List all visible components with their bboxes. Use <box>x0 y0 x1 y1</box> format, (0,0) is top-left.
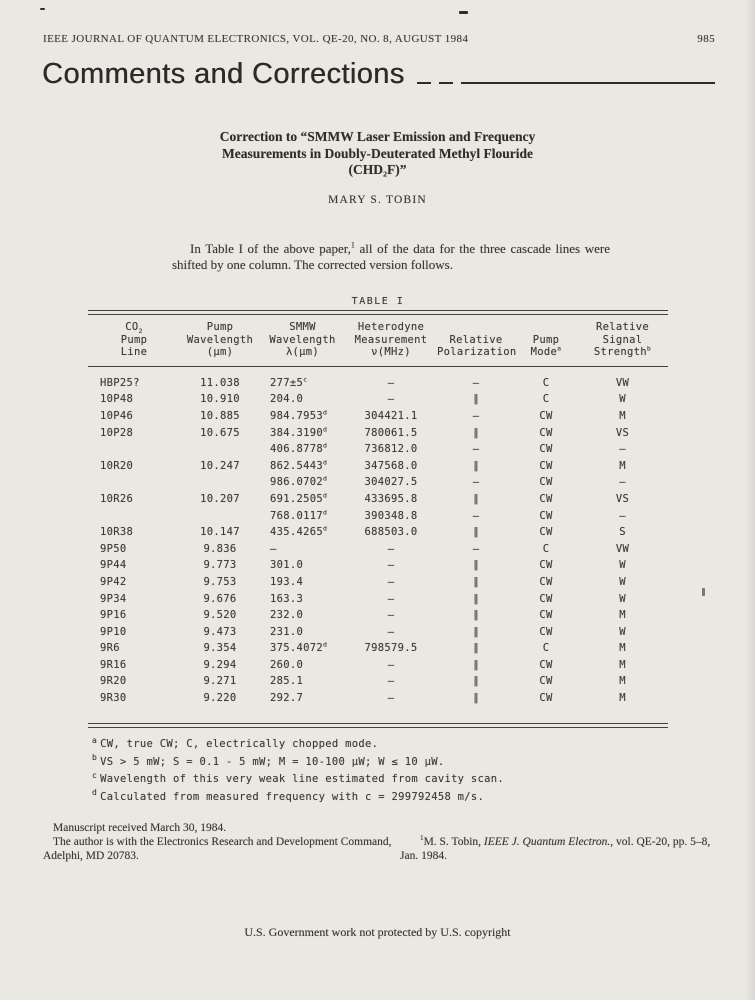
table-bottom-rule <box>88 723 668 728</box>
correction-title <box>0 129 755 179</box>
table-cell: – <box>387 376 395 389</box>
table-cell: 986.0702$^d$ <box>270 474 328 489</box>
table-cell: 292.7 <box>270 692 304 705</box>
table-cell: 9P34 <box>100 592 127 605</box>
table-cell: – <box>387 609 395 622</box>
table-cell: VW <box>615 376 630 389</box>
table-cell: 10P48 <box>100 393 134 406</box>
reference-journal-italic: IEEE J. Quantum Electron. <box>483 836 611 848</box>
table-row <box>88 507 668 524</box>
table-cell: C <box>542 376 550 389</box>
table-cell: CW <box>539 559 553 572</box>
table-row <box>88 408 668 425</box>
table-cell: 798579.5 <box>364 642 418 655</box>
table-cell: CW <box>539 575 553 588</box>
table-cell: 193.4 <box>270 575 304 588</box>
table-footnote: $^d$ Calculated from measured frequency with c = 299792458 m/s. <box>92 788 485 803</box>
table-cell: M <box>619 658 626 671</box>
table-cell: 9R16 <box>100 658 127 671</box>
table-header-row <box>88 315 668 366</box>
table-row <box>88 441 668 458</box>
table-cell: ∥ <box>473 526 479 539</box>
table-cell: 9.294 <box>203 658 237 671</box>
table-cell: W <box>619 393 626 406</box>
table-cell: 10.147 <box>200 526 240 539</box>
table-cell: M <box>619 409 626 422</box>
table-row <box>88 657 668 674</box>
table-cell: 10.885 <box>200 409 240 422</box>
reference-note <box>400 835 718 863</box>
table-row <box>88 607 668 624</box>
table-cell: 9P16 <box>100 609 127 622</box>
scan-artifact <box>702 588 705 596</box>
scan-artifact <box>40 8 45 10</box>
table-cell: – <box>619 476 626 489</box>
table-cell: 9P50 <box>100 542 127 555</box>
table-cell: 9.836 <box>203 542 237 555</box>
table-cell: – <box>387 658 395 671</box>
table-cell: 9.753 <box>203 575 237 588</box>
table-cell: – <box>387 692 395 705</box>
table-cell: M <box>619 642 626 655</box>
table-cell: 9.676 <box>203 592 237 605</box>
table-cell: 10.910 <box>200 393 240 406</box>
table-cell: ∥ <box>473 426 479 439</box>
journal-header-row <box>43 33 715 45</box>
table-cell: CW <box>539 476 553 489</box>
table-footnotes <box>92 736 652 806</box>
column-header: Pump Wavelength (μm) <box>180 315 260 366</box>
table-cell: W <box>619 625 626 638</box>
table-cell: 285.1 <box>270 675 304 688</box>
table-cell: 10R20 <box>100 459 134 472</box>
table-cell: 406.8778$^d$ <box>270 441 328 456</box>
table-cell: M <box>619 459 626 472</box>
journal-title: IEEE JOURNAL OF QUANTUM ELECTRONICS, VOL. QE-20, NO. 8, AUGUST 1984 <box>43 33 469 45</box>
table-cell: 10.247 <box>200 459 240 472</box>
table-cell: – <box>387 559 395 572</box>
table-cell: ∥ <box>473 575 479 588</box>
table-cell: 688503.0 <box>364 526 418 539</box>
table-cell: 9P42 <box>100 575 127 588</box>
table-cell: ∥ <box>473 559 479 572</box>
table-row <box>88 690 668 707</box>
table-row <box>88 424 668 441</box>
table-row <box>88 590 668 607</box>
table-cell: CW <box>539 625 553 638</box>
table-cell <box>180 474 260 491</box>
table-cell <box>180 441 260 458</box>
table-cell: CW <box>539 592 553 605</box>
table-cell: 204.0 <box>270 393 304 406</box>
table-footnote: $^c$ Wavelength of this very weak line estimated from cavity scan. <box>92 770 505 785</box>
table-bottom-spacer <box>88 706 668 723</box>
table-cell: C <box>542 393 550 406</box>
table-cell: – <box>472 409 480 422</box>
reference-marker: 1 <box>420 834 424 843</box>
table-cell <box>88 441 180 458</box>
table-cell: 232.0 <box>270 609 304 622</box>
table-cell: 862.5443$^d$ <box>270 458 328 472</box>
table-cell: W <box>619 559 626 572</box>
intro-ref-marker: 1 <box>350 240 355 250</box>
table-cell: 435.4265$^d$ <box>270 524 328 539</box>
table-cell: $277\pm 5^c$ <box>270 375 308 389</box>
table-cell: 9.773 <box>203 559 237 572</box>
section-title: Comments and Corrections <box>42 58 405 90</box>
table-cell: 10P28 <box>100 426 134 439</box>
table-cell: 9P44 <box>100 559 127 572</box>
scan-artifact <box>459 11 468 14</box>
table-cell: CW <box>539 658 553 671</box>
table-cell: 9.271 <box>203 675 237 688</box>
correction-title-line1: Correction to “SMMW Laser Emission and Frequency <box>219 129 536 144</box>
table-cell: 11.038 <box>200 376 240 389</box>
table-cell: CW <box>539 459 553 472</box>
table-cell: ∥ <box>473 459 479 472</box>
table-cell: – <box>472 376 480 389</box>
table-cell: ∥ <box>473 393 479 406</box>
table-cell: W <box>619 592 626 605</box>
table-row <box>88 557 668 574</box>
table-cell: CW <box>539 443 553 456</box>
column-header: Pump Mode$^a$ <box>515 315 577 366</box>
section-title-rule <box>417 82 715 84</box>
table-cell: 433695.8 <box>364 492 418 505</box>
table-cell: 260.0 <box>270 658 304 671</box>
table-cell: – <box>387 592 395 605</box>
table-cell: 9P10 <box>100 625 127 638</box>
table-cell: 9R30 <box>100 692 127 705</box>
table-cell <box>180 507 260 524</box>
table-cell: – <box>472 476 480 489</box>
copyright-footer: U.S. Government work not protected by U.S. copyright <box>244 925 511 939</box>
intro-text-pre: In Table I of the above paper, <box>190 241 351 256</box>
table-cell: ∥ <box>473 625 479 638</box>
table-cell: W <box>619 575 626 588</box>
manuscript-received-note: Manuscript received March 30, 1984. <box>53 822 227 834</box>
table-row <box>88 491 668 508</box>
table-cell: 736812.0 <box>364 443 418 456</box>
table-cell: 9R6 <box>100 642 120 655</box>
table-cell: – <box>270 542 277 555</box>
data-table <box>88 315 668 706</box>
author-affiliation-note: The author is with the Electronics Research and Development Command, Adelphi, MD 20783. <box>43 836 392 862</box>
table-cell: CW <box>539 609 553 622</box>
table-cell: C <box>542 642 550 655</box>
reference-pre: M. S. Tobin, <box>423 836 484 848</box>
table-cell: 780061.5 <box>364 426 418 439</box>
table-cell: 10R26 <box>100 492 134 505</box>
table-cell: 10.675 <box>200 426 240 439</box>
intro-paragraph <box>172 241 610 273</box>
table-cell: 984.7953$^d$ <box>270 408 328 422</box>
table-caption: TABLE I <box>351 296 405 307</box>
table-cell: M <box>619 609 626 622</box>
table-row <box>88 623 668 640</box>
reference-post: , vol. QE-20, pp. 5–8, Jan. 1984. <box>400 836 711 862</box>
table-footnote: $^a$ CW, true CW; C, electrically chopped mode. <box>92 735 379 750</box>
table-cell: CW <box>539 692 553 705</box>
table-cell: 9.354 <box>203 642 237 655</box>
table-row <box>88 474 668 491</box>
author-name: MARY S. TOBIN <box>328 194 427 206</box>
table-row <box>88 673 668 690</box>
table-cell: 9.520 <box>203 609 237 622</box>
table-cell: 384.3190$^d$ <box>270 425 328 439</box>
table-cell: VS <box>615 426 630 439</box>
table-cell: CW <box>539 409 553 422</box>
table-cell: – <box>387 675 395 688</box>
table-row <box>88 640 668 657</box>
table-row <box>88 524 668 541</box>
table-cell: 231.0 <box>270 625 304 638</box>
table-cell: ∥ <box>473 692 479 705</box>
table-cell: 768.0117$^d$ <box>270 508 328 522</box>
table-cell: VW <box>615 542 630 555</box>
table-cell: 9.473 <box>203 625 237 638</box>
table-cell: – <box>387 393 395 406</box>
table-cell: 10P46 <box>100 409 134 422</box>
table-cell: M <box>619 675 626 688</box>
table-cell: ∥ <box>473 609 479 622</box>
table-cell: S <box>619 526 626 539</box>
column-header: Heterodyne Measurement ν(MHz) <box>345 315 437 366</box>
intro-text-post: all of the data for the three cascade lines were shifted by one column. The corrected version follows. <box>172 241 610 272</box>
table-cell: CW <box>539 426 553 439</box>
manuscript-info <box>43 821 393 863</box>
table-cell: ∥ <box>473 675 479 688</box>
correction-title-line2: Measurements in Doubly-Deuterated Methyl Flouride <box>222 145 533 161</box>
column-header: SMMW Wavelength λ(μm) <box>260 315 345 366</box>
table-cell: ∥ <box>473 658 479 671</box>
page-number: 985 <box>697 33 715 45</box>
table-container <box>88 310 668 728</box>
table-cell: ∥ <box>473 492 479 505</box>
table-row <box>88 457 668 474</box>
table-cell: 304027.5 <box>364 476 418 489</box>
section-title-row <box>42 58 715 91</box>
table-cell: 691.2505$^d$ <box>270 491 328 505</box>
table-cell: – <box>472 509 480 522</box>
table-cell: CW <box>539 509 553 522</box>
table-cell: – <box>472 542 480 555</box>
table-cell: – <box>619 509 626 522</box>
table-row <box>88 574 668 591</box>
column-header: $CO_2$ Pump Line <box>88 315 180 366</box>
table-footnote: $^b$ VS > 5 mW; S = 0.1 - 5 mW; M = 10-100 μW; W ≤ 10 μW. <box>92 753 445 768</box>
table-cell: VS <box>615 492 630 505</box>
table-cell: ∥ <box>473 592 479 605</box>
table-cell: – <box>619 443 626 456</box>
table-row <box>88 540 668 557</box>
table-cell: 163.3 <box>270 592 304 605</box>
table-cell: 10R38 <box>100 526 134 539</box>
table-row <box>88 375 668 392</box>
table-cell: CW <box>539 526 553 539</box>
correction-title-line3: (CHD₂F)” <box>348 162 407 177</box>
table-body <box>88 366 668 706</box>
table-row <box>88 391 668 408</box>
table-cell: 375.4072$^d$ <box>270 640 328 655</box>
table-cell: – <box>387 575 395 588</box>
table-cell: 390348.8 <box>364 509 418 522</box>
table-cell: 9.220 <box>203 692 237 705</box>
table-cell: – <box>387 542 395 555</box>
column-header: Relative Signal Strength$^b$ <box>577 315 668 366</box>
table-cell: 301.0 <box>270 559 304 572</box>
table-cell: M <box>619 692 626 705</box>
table-cell: CW <box>539 492 553 505</box>
table-cell: CW <box>539 675 553 688</box>
table-cell: ∥ <box>473 642 479 655</box>
table-cell: HBP25? <box>100 376 140 389</box>
column-header: Relative Polarization <box>437 315 515 366</box>
table-cell: – <box>387 625 395 638</box>
table-cell: 304421.1 <box>364 409 418 422</box>
table-cell: 9R20 <box>100 675 127 688</box>
table-cell: – <box>472 443 480 456</box>
table-cell <box>88 507 180 524</box>
table-cell: 10.207 <box>200 492 240 505</box>
table-cell <box>88 474 180 491</box>
table-cell: 347568.0 <box>364 459 418 472</box>
table-cell: C <box>542 542 550 555</box>
